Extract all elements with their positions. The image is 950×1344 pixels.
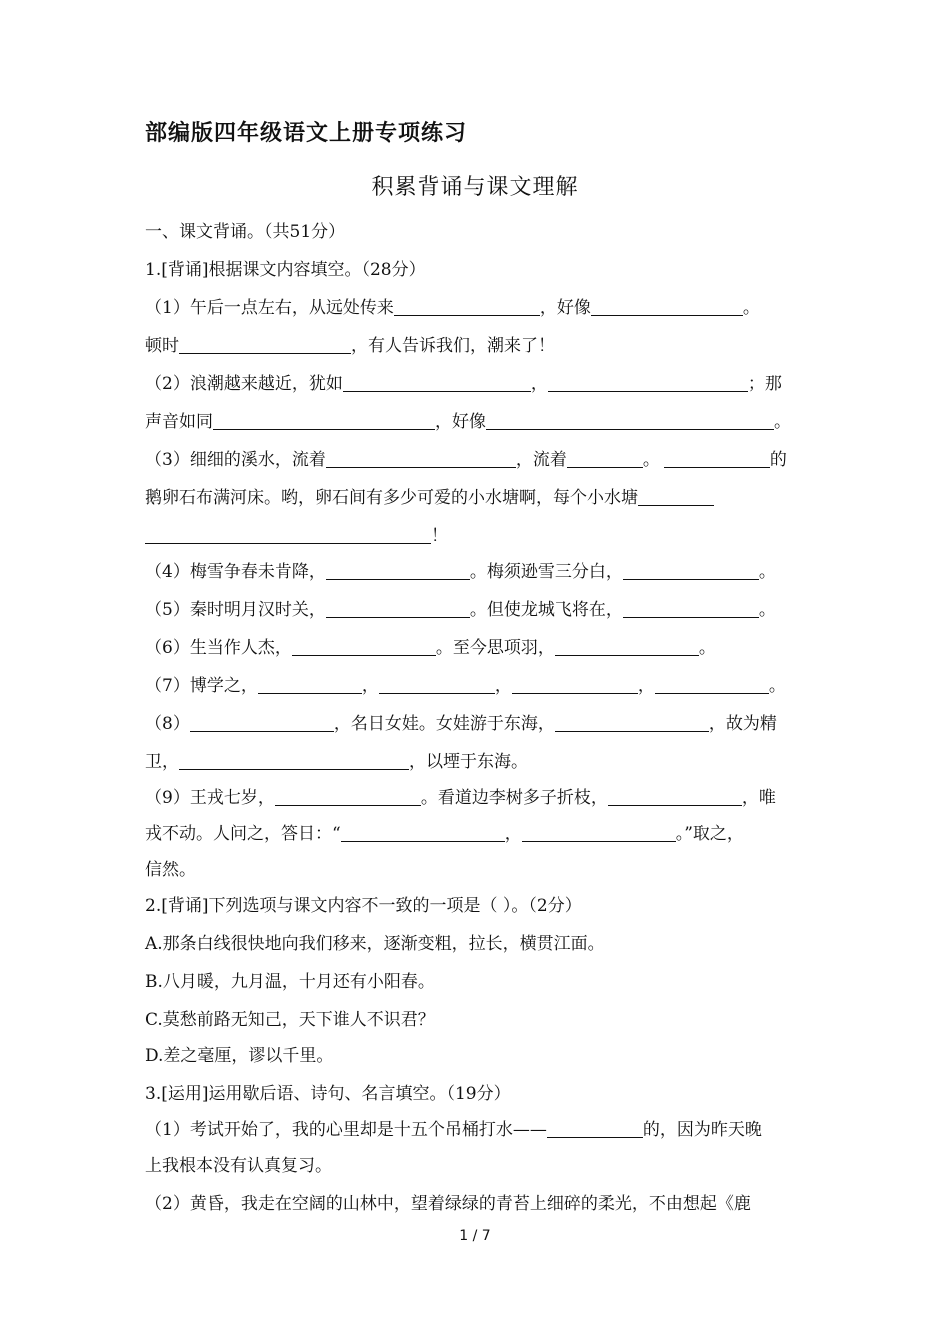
question-1-item-7: （7）博学之， ， ， ， 。 xyxy=(145,672,807,700)
option-c: C.莫愁前路无知己，天下谁人不识君？ xyxy=(145,1010,435,1030)
fill-blank[interactable] xyxy=(567,447,643,468)
fill-blank[interactable] xyxy=(379,673,495,694)
question-1-stem: 1.[背诵]根据课文内容填空。（28分） xyxy=(145,260,426,280)
page-title: 积累背诵与课文理解 xyxy=(371,175,579,200)
fill-blank[interactable] xyxy=(326,597,470,618)
question-3-stem: 3.[运用]运用歇后语、诗句、名言填空。（19分） xyxy=(145,1084,511,1104)
fill-blank[interactable] xyxy=(343,371,531,392)
question-1-item-3: （3）细细的溪水，流着 ，流着 。 的 xyxy=(145,446,807,474)
question-1-item-5: （5）秦时明月汉时关， 。但使龙城飞将在， 。 xyxy=(145,596,807,624)
fill-blank[interactable] xyxy=(664,447,770,468)
question-3-item-1-cont: 上我根本没有认真复习。 xyxy=(145,1156,332,1176)
fill-blank[interactable] xyxy=(179,749,409,770)
fill-blank[interactable] xyxy=(292,635,436,656)
fill-blank[interactable] xyxy=(275,785,421,806)
page-number: 1 / 7 xyxy=(459,1228,491,1244)
fill-blank[interactable] xyxy=(555,711,709,732)
fill-blank[interactable] xyxy=(548,371,748,392)
fill-blank[interactable] xyxy=(623,559,759,580)
question-1-item-1-cont: 顿时 ，有人告诉我们，潮来了！ xyxy=(145,332,807,360)
fill-blank[interactable] xyxy=(555,635,699,656)
fill-blank[interactable] xyxy=(190,711,334,732)
question-3-item-2: （2）黄昏，我走在空阔的山林中，望着绿绿的青苔上细碎的柔光，不由想起《鹿 xyxy=(145,1194,751,1214)
question-1-item-2-cont: 声音如同 ，好像 。 xyxy=(145,408,807,436)
fill-blank[interactable] xyxy=(655,673,769,694)
fill-blank[interactable] xyxy=(623,597,759,618)
fill-blank[interactable] xyxy=(591,295,743,316)
question-1-item-8: （8） ，名日女娃。女娃游于东海， ，故为精 xyxy=(145,710,807,738)
fill-blank[interactable] xyxy=(486,409,774,430)
section-heading: 一、课文背诵。（共51分） xyxy=(145,222,346,242)
question-1-item-3-cont: 鹅卵石布满河床。哟，卵石间有多少可爱的小水塘啊，每个小水塘 xyxy=(145,484,807,512)
question-1-item-9-end: 信然。 xyxy=(145,860,196,880)
question-1-item-9-cont: 戎不动。人问之，答日：“ ， 。”取之， xyxy=(145,820,807,848)
fill-blank[interactable] xyxy=(608,785,742,806)
fill-blank[interactable] xyxy=(258,673,362,694)
question-1-item-3-end: ！ xyxy=(145,522,807,550)
option-d: D.差之毫厘，谬以千里。 xyxy=(145,1046,334,1066)
question-3-item-1: （1）考试开始了，我的心里却是十五个吊桶打水—— 的，因为昨天晚 xyxy=(145,1116,807,1144)
fill-blank[interactable] xyxy=(326,447,516,468)
question-1-item-4: （4）梅雪争春未肯降， 。梅须逊雪三分白， 。 xyxy=(145,558,807,586)
question-1-item-6: （6）生当作人杰， 。至今思项羽， 。 xyxy=(145,634,807,662)
fill-blank[interactable] xyxy=(145,523,431,544)
question-2-stem: 2.[背诵]下列选项与课文内容不一致的一项是（ ）。（2分） xyxy=(145,896,582,916)
question-1-item-2: （2）浪潮越来越近，犹如 ， ；那 xyxy=(145,370,807,398)
option-a: A.那条白线很快地向我们移来，逐渐变粗，拉长，横贯江面。 xyxy=(145,934,605,954)
fill-blank[interactable] xyxy=(394,295,540,316)
fill-blank[interactable] xyxy=(547,1117,643,1138)
fill-blank[interactable] xyxy=(522,821,676,842)
fill-blank[interactable] xyxy=(638,485,714,506)
fill-blank[interactable] xyxy=(512,673,638,694)
question-1-item-9: （9）王戎七岁， 。看道边李树多子折枝， ，唯 xyxy=(145,784,807,812)
fill-blank[interactable] xyxy=(179,333,351,354)
fill-blank[interactable] xyxy=(326,559,470,580)
option-b: B.八月暖，九月温，十月还有小阳春。 xyxy=(145,972,435,992)
fill-blank[interactable] xyxy=(213,409,435,430)
page-header: 部编版四年级语文上册专项练习 xyxy=(145,121,468,146)
question-1-item-1: （1）午后一点左右，从远处传来 ，好像 。 xyxy=(145,294,807,322)
fill-blank[interactable] xyxy=(341,821,505,842)
question-1-item-8-cont: 卫， ，以堙于东海。 xyxy=(145,748,807,776)
